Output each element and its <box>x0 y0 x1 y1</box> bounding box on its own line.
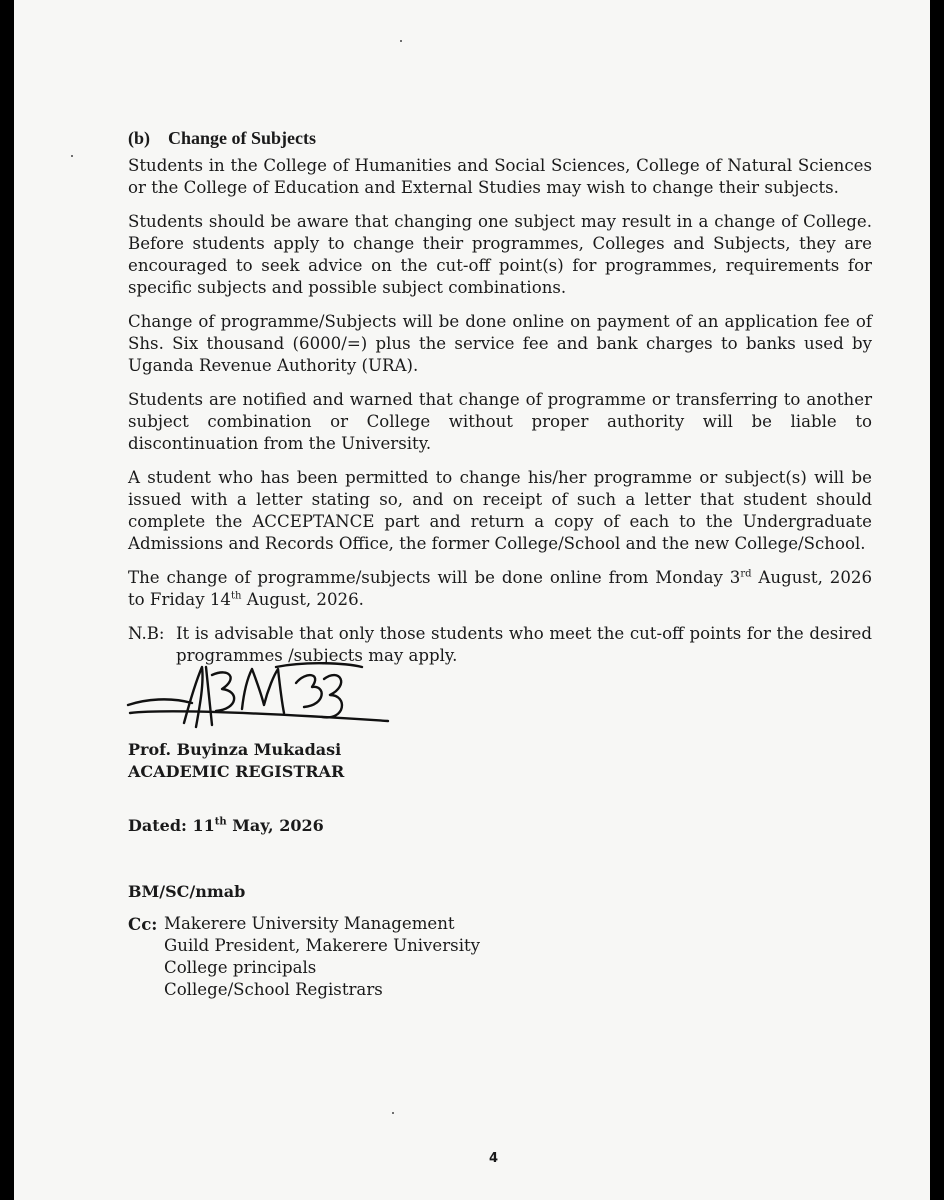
scan-speck <box>400 40 402 42</box>
page-number: 4 <box>489 1151 499 1166</box>
cc-list <box>164 913 480 1001</box>
scan-speck <box>392 1112 394 1114</box>
paragraph: A student who has been permitted to change his/her programme or subject(s) will be issued with a letter stating so, and on receipt of such a letter that student should complete the ACCEPTANCE part and return a copy of each to the Undergraduate Admissions and Records Office, the former College/School and the new College/School. <box>128 468 872 553</box>
note-text: It is advisable that only those students who meet the cut-off points for the desired programmes /subjects may apply. <box>176 624 872 665</box>
scan-speck <box>71 155 73 157</box>
handwritten-signature <box>126 661 396 739</box>
signature-area <box>128 661 872 739</box>
paragraph: Students in the College of Humanities and Social Sciences, College of Natural Sciences or the College of Education and External Studies may wish to change their subjects. <box>128 156 872 197</box>
cc-recipient: Makerere University Management <box>164 914 455 933</box>
section-label: (b) <box>128 128 150 148</box>
date-line: Dated: 11th May, 2026 <box>128 816 324 835</box>
letter-body <box>128 127 872 1001</box>
cc-recipient: College principals <box>164 958 317 977</box>
cc-block <box>128 913 872 1001</box>
paragraph: Students are notified and warned that change of programme or transferring to another subject combination or College without proper authority will be liable to discontinuation from the University. <box>128 390 872 453</box>
section-title: Change of Subjects <box>168 128 317 148</box>
paragraph: Students should be aware that changing one subject may result in a change of College. Before students apply to change their programmes, Colleges and Subjects, they are encouraged to seek advice on the cut-off point(s) for programmes, requirements for specific subjects and possible subject combinations. <box>128 212 872 297</box>
note-label: N.B: <box>128 624 165 643</box>
section-heading <box>128 127 872 149</box>
paragraph: Change of programme/Subjects will be done online on payment of an application fee of Shs. Six thousand (6000/=) plus the service fee and bank charges to banks used by Uganda Revenue Authority (URA). <box>128 312 872 375</box>
dates-paragraph: The change of programme/subjects will be done online from Monday 3rd August, 2026 to Friday 14th August, 2026. <box>128 568 872 609</box>
reference-code: BM/SC/nmab <box>128 882 246 901</box>
signatory-role: ACADEMIC REGISTRAR <box>128 762 345 781</box>
cc-recipient: Guild President, Makerere University <box>164 936 481 955</box>
document-page <box>14 0 930 1200</box>
cc-label: Cc: <box>128 914 158 934</box>
signatory-name: Prof. Buyinza Mukadasi <box>128 740 342 759</box>
cc-recipient: College/School Registrars <box>164 980 383 999</box>
